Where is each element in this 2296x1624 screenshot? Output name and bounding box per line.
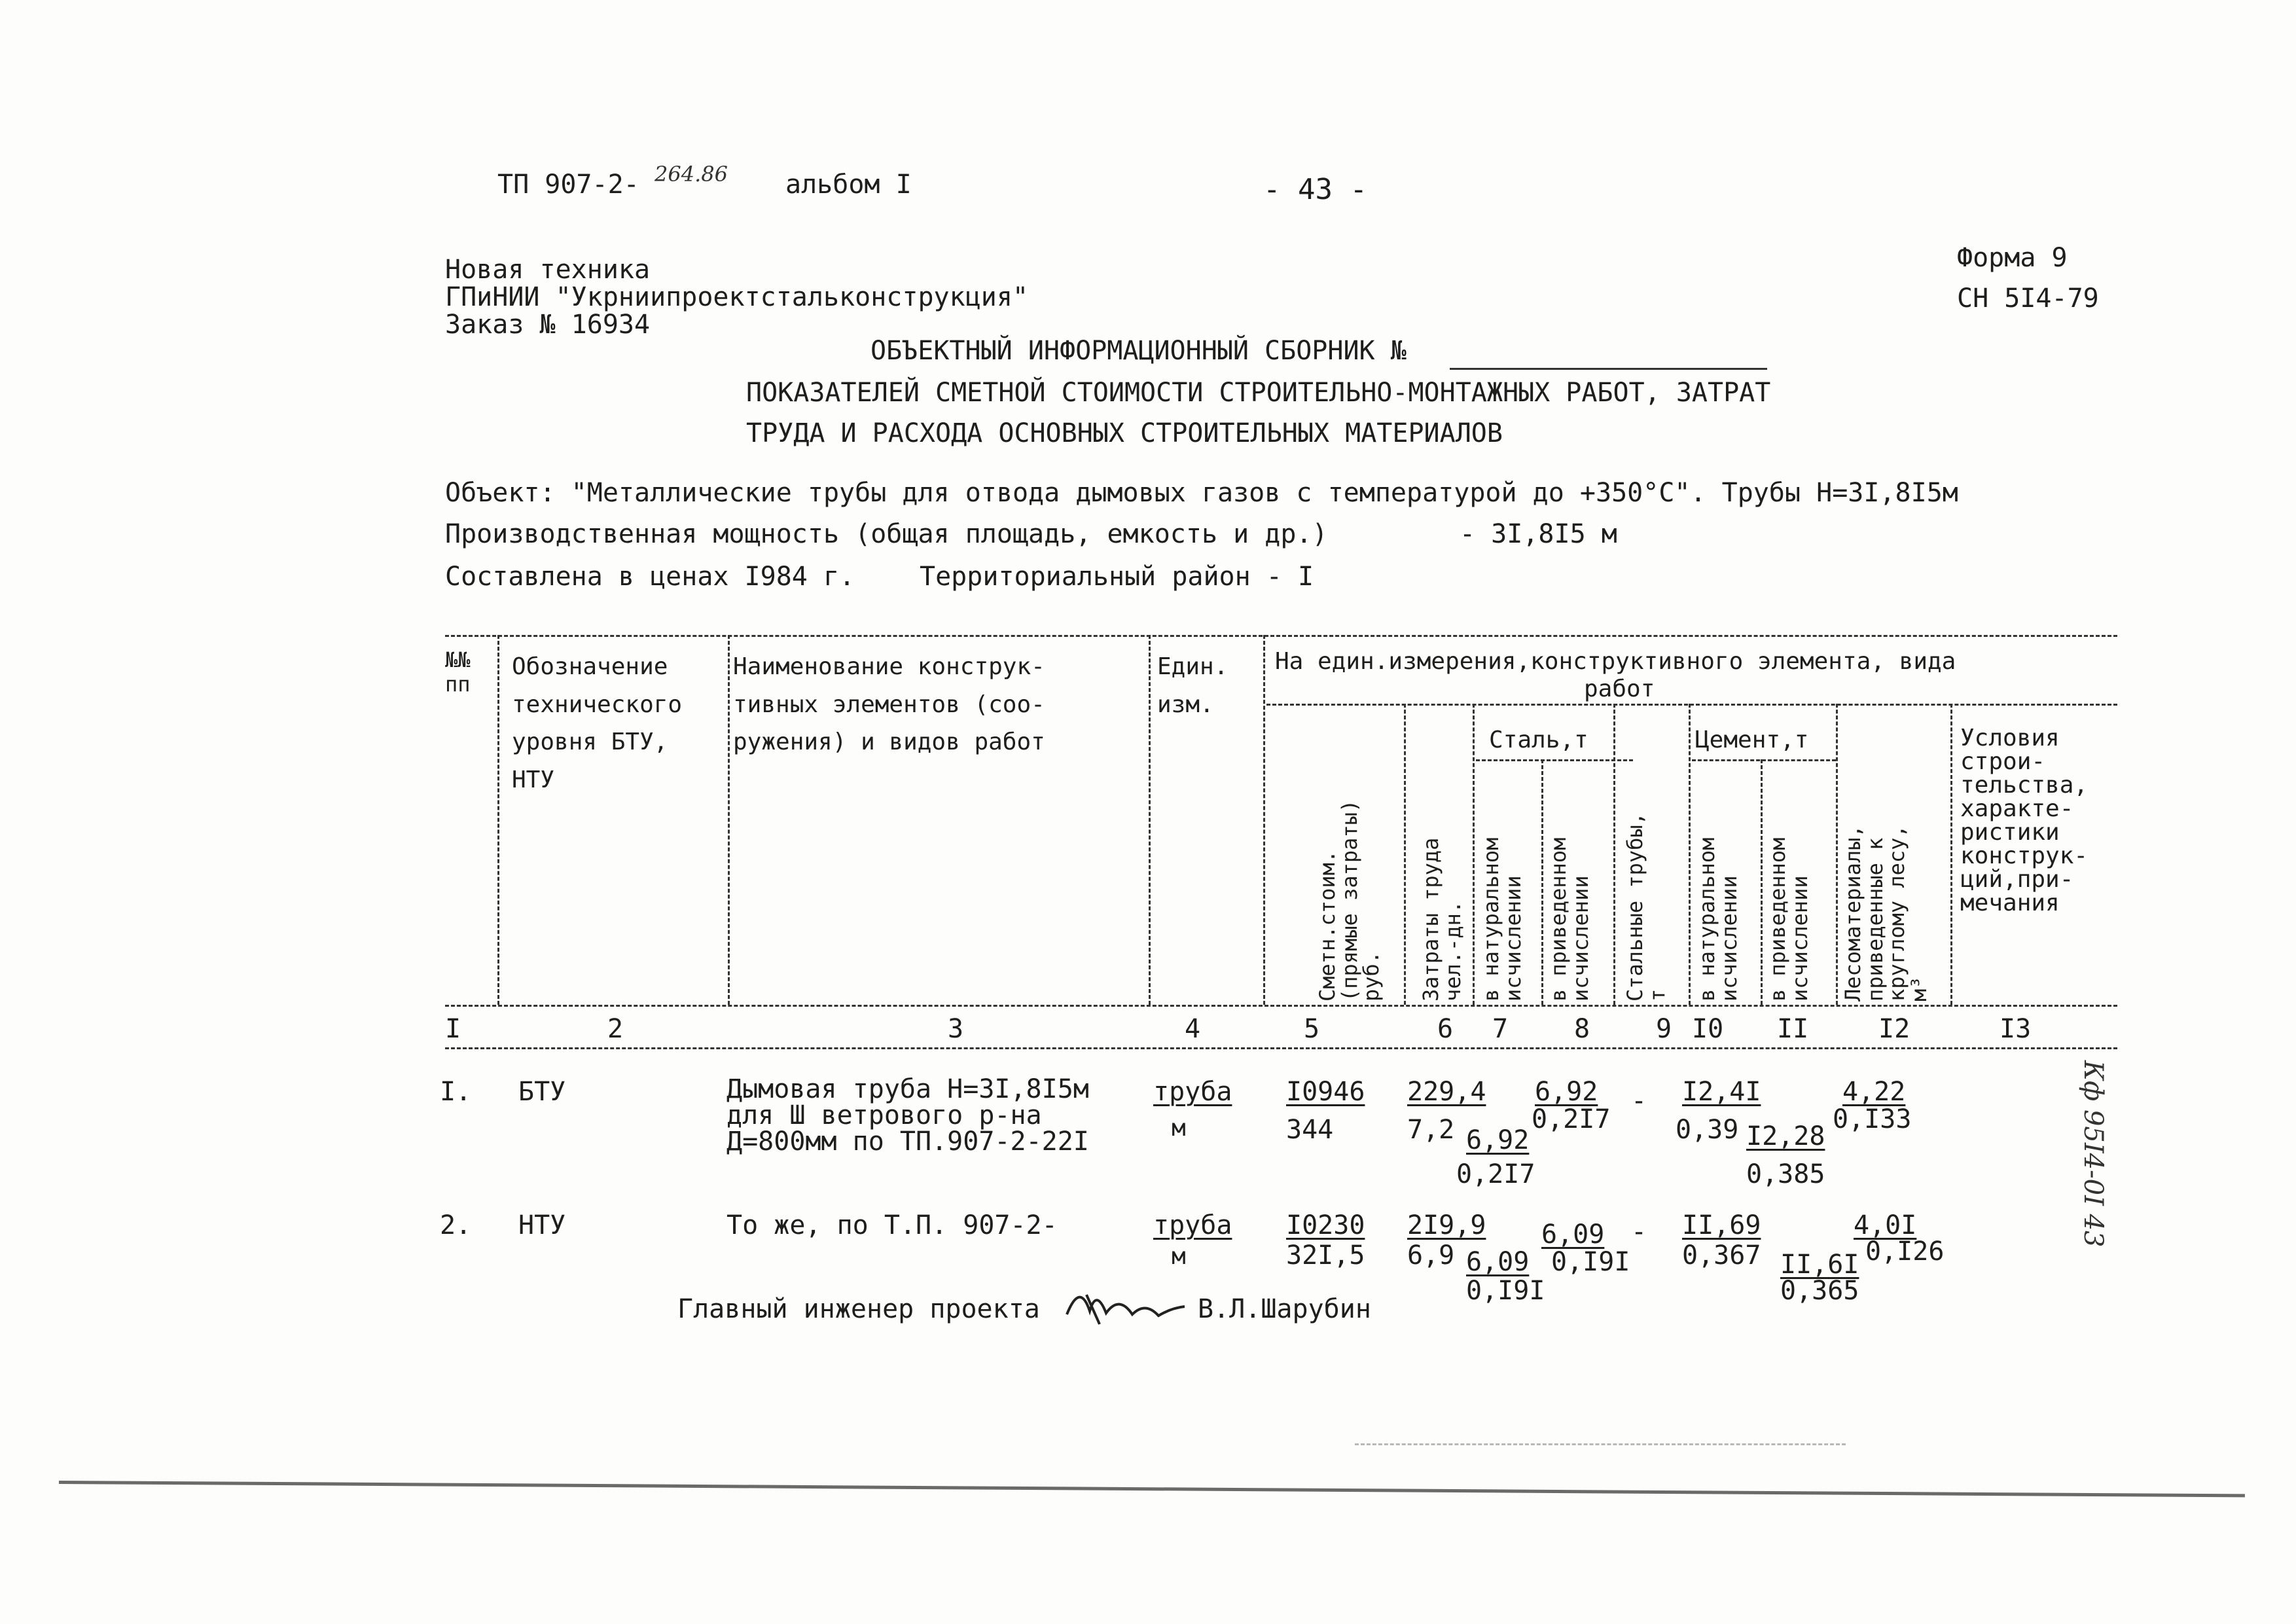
cement-reduced-top: II,6I	[1780, 1250, 1859, 1280]
labor-bottom: 7,2	[1407, 1115, 1455, 1145]
cement-natural-top: I2,4I	[1682, 1077, 1761, 1107]
column-number: I3	[2000, 1014, 2032, 1044]
chief-engineer-name: В.Л.Шарубин	[1198, 1294, 1371, 1324]
column-number: II	[1777, 1014, 1809, 1044]
labor-top: 2I9,9	[1407, 1210, 1486, 1240]
cement-natural-bottom: 0,39	[1676, 1115, 1739, 1145]
header-steel: Сталь,т	[1489, 727, 1588, 753]
steel-reduced-bottom: 0,I9I	[1466, 1276, 1545, 1306]
column-divider	[1950, 704, 1952, 1005]
header-unit: Един. изм.	[1157, 653, 1229, 718]
steel-reduced-top: 6,92	[1466, 1125, 1530, 1155]
column-number: 6	[1437, 1014, 1454, 1044]
column-divider	[1404, 704, 1406, 1005]
header-estimated-cost: Сметн.стоим. (прямые затраты) руб.	[1315, 799, 1384, 1001]
column-divider	[1541, 759, 1543, 1005]
steel-natural-bottom: 0,2I7	[1532, 1104, 1611, 1134]
column-numbers-border	[445, 1047, 2117, 1049]
column-number: I0	[1692, 1014, 1724, 1044]
org-line-1: Новая техника	[445, 255, 651, 285]
unit-bottom: м	[1172, 1243, 1186, 1270]
header-conditions: Условия строи- тельства, характе- ристики конструк- ций,при- мечания	[1960, 725, 2089, 916]
column-divider	[1473, 704, 1475, 1005]
steel-reduced-top: 6,09	[1466, 1247, 1530, 1277]
steel-natural-bottom: 0,I9I	[1551, 1247, 1630, 1277]
header-cement: Цемент,т	[1695, 727, 1809, 753]
element-name: Дымовая труба Н=3I,8I5м для Ш ветрового р-на Д=800мм по ТП.907-2-22I	[726, 1074, 1089, 1157]
org-line-2: ГПиНИИ "Укрниипроектстальконструкция"	[445, 282, 1029, 312]
handwritten-signature	[1060, 1275, 1191, 1334]
archive-stamp: Кф 95I4-0I 43	[2078, 1060, 2108, 1248]
timber-top: 4,22	[1842, 1077, 1906, 1107]
column-number: 9	[1656, 1014, 1672, 1044]
header-bottom-border	[445, 1005, 2117, 1007]
capacity-value: - 3I,8I5 м	[1460, 519, 1617, 549]
column-number: 2	[607, 1014, 624, 1044]
header-group-title-cont: работ	[1584, 676, 1655, 702]
table-top-border	[445, 635, 2117, 637]
cement-reduced-bottom: 0,385	[1746, 1159, 1825, 1189]
header-element-name: Наименование конструк- тивных элементов (соо- ружения) и видов работ	[733, 653, 1045, 756]
unit-top: труба	[1153, 1210, 1232, 1240]
steel-pipes: -	[1631, 1217, 1647, 1247]
labor-bottom: 6,9	[1407, 1240, 1455, 1271]
header-cement-natural: в натуральном исчислении	[1695, 837, 1742, 1001]
steel-natural-top: 6,92	[1535, 1077, 1598, 1107]
header-group-title: На един.измерения,конструктивного элемента, вида	[1275, 648, 1956, 675]
timber-bottom: 0,I33	[1833, 1104, 1912, 1134]
header-steel-pipes: Стальные трубы, т	[1623, 812, 1670, 1001]
header-steel-natural: в натуральном исчислении	[1479, 837, 1526, 1001]
column-number: 7	[1492, 1014, 1509, 1044]
header-labor-costs: Затраты труда чел.-дн.	[1418, 837, 1465, 1001]
column-divider	[497, 635, 499, 1005]
page-bottom-edge	[59, 1481, 2245, 1497]
column-number: I2	[1878, 1014, 1910, 1044]
cement-natural-bottom: 0,367	[1682, 1240, 1761, 1271]
column-divider	[1689, 704, 1691, 1005]
cost-bottom: 32I,5	[1286, 1240, 1365, 1271]
cost-top: I0946	[1286, 1077, 1365, 1107]
row-number: 2.	[440, 1210, 472, 1240]
steel-natural-top: 6,09	[1541, 1219, 1605, 1250]
column-number: 8	[1574, 1014, 1590, 1044]
column-divider	[728, 635, 730, 1005]
cement-reduced-bottom: 0,365	[1780, 1276, 1859, 1306]
document-code-handwritten: 264.86	[655, 162, 728, 187]
territorial-region: Территориальный район - I	[920, 562, 1314, 592]
object-description: Объект: "Металлические трубы для отвода дымовых газов с температурой до +350°С". Трубы Н=3I,8I5м	[445, 478, 1958, 508]
cost-top: I0230	[1286, 1210, 1365, 1240]
steel-pipes: -	[1631, 1086, 1647, 1116]
column-divider	[1613, 704, 1615, 1005]
column-number: 4	[1185, 1014, 1201, 1044]
page-number: - 43 -	[1263, 173, 1367, 206]
column-divider	[1263, 635, 1265, 1005]
faint-dash-line	[1355, 1443, 1846, 1445]
document-code: ТП 907-2-	[497, 170, 639, 200]
cost-bottom: 344	[1286, 1115, 1334, 1145]
header-timber: Лесоматериалы, приведенные к круглому лесу, м³	[1840, 825, 1931, 1001]
cement-reduced-top: I2,28	[1746, 1121, 1825, 1151]
header-steel-reduced: в приведенном исчислении	[1546, 837, 1593, 1001]
signature-label: Главный инженер проекта	[677, 1294, 1040, 1324]
album-label: альбом I	[785, 170, 912, 200]
column-divider	[1836, 704, 1838, 1005]
column-divider	[1149, 635, 1151, 1005]
column-number: I	[445, 1014, 461, 1044]
unit-top: труба	[1153, 1077, 1232, 1107]
header-cement-reduced: в приведенном исчислении	[1765, 837, 1812, 1001]
subgroup-divider	[1692, 759, 1836, 761]
title-line-3: ТРУДА И РАСХОДА ОСНОВНЫХ СТРОИТЕЛЬНЫХ МАТЕРИАЛОВ	[746, 418, 1503, 448]
tech-level: БТУ	[518, 1077, 566, 1107]
title-line-1: ОБЪЕКТНЫЙ ИНФОРМАЦИОННЫЙ СБОРНИК №	[870, 336, 1407, 366]
order-number: Заказ № 16934	[445, 310, 651, 340]
form-label: Форма 9	[1957, 243, 2068, 273]
column-number: 3	[948, 1014, 964, 1044]
element-name: То же, по Т.П. 907-2-	[726, 1210, 1058, 1240]
group-header-divider	[1266, 704, 2117, 706]
steel-reduced-bottom: 0,2I7	[1456, 1159, 1535, 1189]
norm-label: СН 5I4-79	[1957, 283, 2099, 314]
price-basis: Составлена в ценах I984 г.	[445, 562, 855, 592]
header-row-number: №№ пп	[445, 647, 471, 696]
header-tech-level: Обозначение технического уровня БТУ, НТУ	[512, 653, 683, 793]
column-number: 5	[1304, 1014, 1320, 1044]
timber-top: 4,0I	[1854, 1210, 1917, 1240]
unit-bottom: м	[1172, 1115, 1186, 1142]
timber-bottom: 0,I26	[1865, 1236, 1945, 1267]
collection-number-blank	[1450, 368, 1767, 370]
labor-top: 229,4	[1407, 1077, 1486, 1107]
tech-level: НТУ	[518, 1210, 566, 1240]
row-number: I.	[440, 1077, 472, 1107]
column-divider	[1761, 759, 1763, 1005]
capacity-label: Производственная мощность (общая площадь, емкость и др.)	[445, 519, 1328, 549]
cement-natural-top: II,69	[1682, 1210, 1761, 1240]
subgroup-divider	[1476, 759, 1633, 761]
title-line-2: ПОКАЗАТЕЛЕЙ СМЕТНОЙ СТОИМОСТИ СТРОИТЕЛЬНО-МОНТАЖНЫХ РАБОТ, ЗАТРАТ	[746, 378, 1771, 408]
